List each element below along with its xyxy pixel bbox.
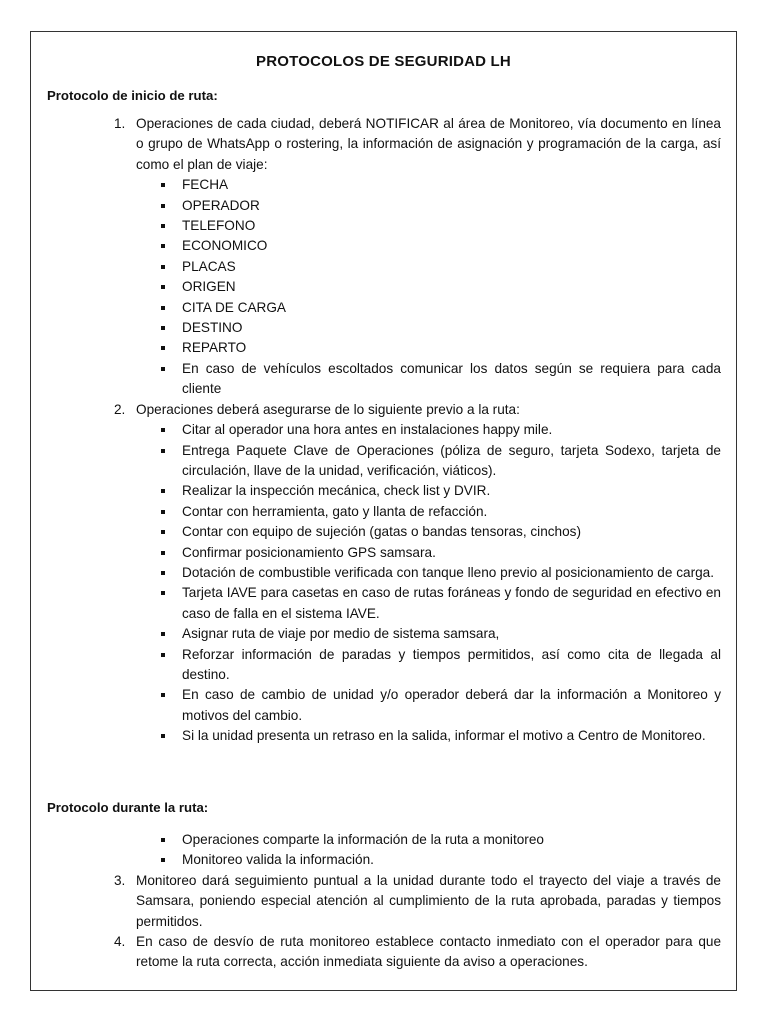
item-text: Operaciones deberá asegurarse de lo siguiente previo a la ruta:: [136, 401, 520, 417]
document-page: [30, 31, 737, 991]
bullet-item: ECONOMICO: [31, 236, 738, 256]
item-number: 4.: [114, 934, 126, 950]
bullet-item: REPARTO: [31, 338, 738, 358]
bullet-item: En caso de vehículos escoltados comunicar los datos según se requiera para cada cliente: [31, 359, 738, 400]
bullet-item: Contar con herramienta, gato y llanta de refacción.: [31, 502, 738, 522]
item-number: 1.: [114, 116, 126, 131]
bullet-item: Monitoreo valida la información.: [31, 850, 738, 870]
bullet-item: Contar con equipo de sujeción (gatas o bandas tensoras, cinchos): [31, 522, 738, 542]
bullet-item: PLACAS: [31, 257, 738, 277]
item-text: Monitoreo dará seguimiento puntual a la unidad durante todo el trayecto del viaje a través de Samsara, poniendo especial atención al cumplimiento de la ruta aprobada, paradas y tiempos permitidos.: [136, 872, 721, 929]
bullet-item: Confirmar posicionamiento GPS samsara.: [31, 543, 738, 563]
bullet-item: Si la unidad presenta un retraso en la salida, informar el motivo a Centro de Monitoreo.: [31, 726, 738, 746]
bullet-item: Reforzar información de paradas y tiempos permitidos, así como cita de llegada al destino.: [31, 645, 738, 686]
numbered-item-3: [31, 871, 738, 932]
bullet-item: DESTINO: [31, 318, 738, 338]
bullet-item: TELEFONO: [31, 216, 738, 236]
item-number: 2.: [114, 401, 126, 417]
bullet-item: Operaciones comparte la información de la ruta a monitoreo: [31, 830, 738, 850]
item-text: Operaciones de cada ciudad, deberá NOTIFICAR al área de Monitoreo, vía documento en línea o grupo de WhatsApp o rostering, la información de asignación y programación de la carga, así como el plan de viaje:: [136, 116, 721, 172]
bullet-item: Tarjeta IAVE para casetas en caso de rutas foráneas y fondo de seguridad en efectivo en caso de falla en el sistema IAVE.: [31, 583, 738, 624]
bullet-list-plan-de-viaje: [31, 175, 738, 399]
section-inicio-content: [31, 114, 738, 747]
bullet-item: Entrega Paquete Clave de Operaciones (póliza de seguro, tarjeta Sodexo, tarjeta de circulación, llave de la unidad, verificación, viáticos).: [31, 441, 738, 482]
bullet-item: Asignar ruta de viaje por medio de sistema samsara,: [31, 624, 738, 644]
bullet-item: OPERADOR: [31, 196, 738, 216]
numbered-item-1: [31, 114, 738, 175]
bullet-item: Citar al operador una hora antes en instalaciones happy mile.: [31, 420, 738, 440]
bullet-item: Dotación de combustible verificada con tanque lleno previo al posicionamiento de carga.: [31, 563, 738, 583]
numbered-item-2: [31, 400, 738, 420]
section-heading-durante: Protocolo durante la ruta:: [47, 800, 209, 815]
document-title: PROTOCOLOS DE SEGURIDAD LH: [256, 53, 511, 70]
bullet-list-durante: [31, 830, 738, 871]
bullet-item: En caso de cambio de unidad y/o operador deberá dar la información a Monitoreo y motivos del cambio.: [31, 685, 738, 726]
section-heading-inicio: Protocolo de inicio de ruta:: [47, 88, 218, 103]
bullet-list-previo-ruta: [31, 420, 738, 747]
section-durante-content: [31, 830, 738, 973]
bullet-item: CITA DE CARGA: [31, 298, 738, 318]
item-text: En caso de desvío de ruta monitoreo establece contacto inmediato con el operador para que retome la ruta correcta, acción inmediata siguiente da aviso a operaciones.: [136, 934, 721, 970]
bullet-item: FECHA: [31, 175, 738, 195]
bullet-item: Realizar la inspección mecánica, check list y DVIR.: [31, 481, 738, 501]
bullet-item: ORIGEN: [31, 277, 738, 297]
numbered-item-4: [31, 932, 738, 973]
item-number: 3.: [114, 872, 126, 888]
